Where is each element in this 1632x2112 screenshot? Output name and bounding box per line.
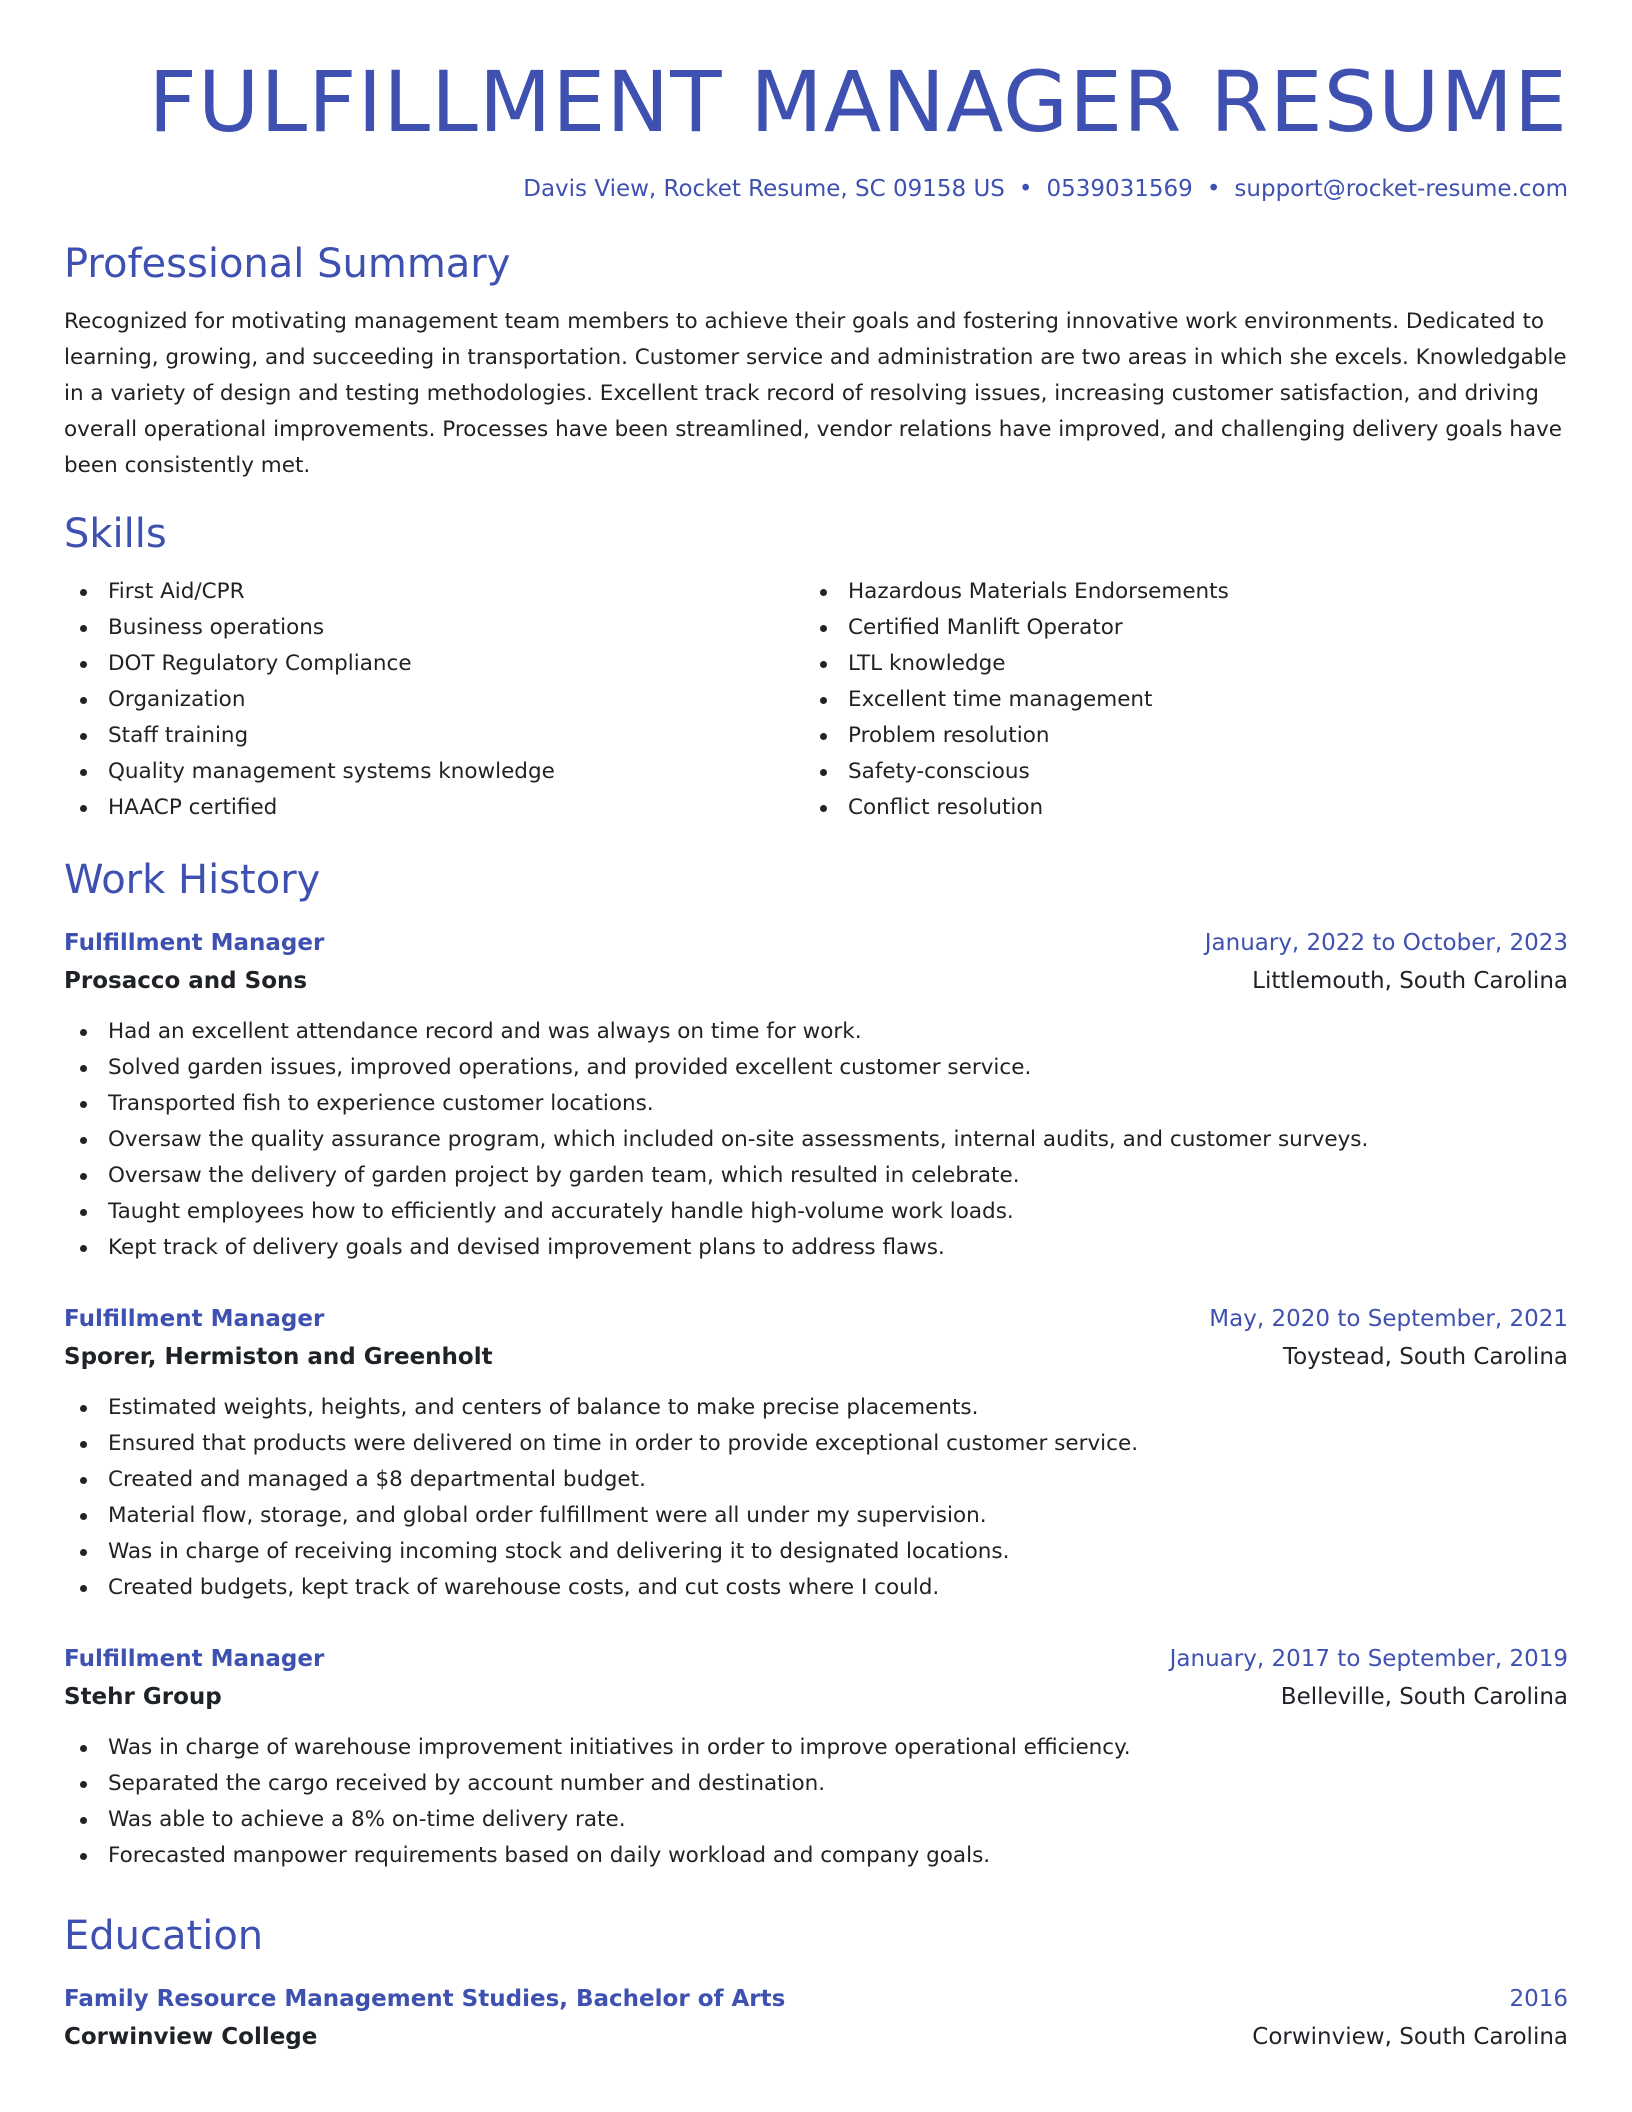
skill-item: Business operations xyxy=(64,610,804,646)
job-title: Fulfillment Manager xyxy=(64,930,325,956)
skill-item: Certified Manlift Operator xyxy=(804,610,1544,646)
skill-item: Conflict resolution xyxy=(804,790,1544,826)
skills-column-left xyxy=(64,574,804,826)
education-section xyxy=(64,1908,1568,2056)
company-name: Prosacco and Sons xyxy=(64,968,308,994)
job-duty: Created and managed a $8 departmental budget. xyxy=(64,1462,1568,1498)
graduation-year: 2016 xyxy=(1509,1986,1568,2012)
skill-item: DOT Regulatory Compliance xyxy=(64,646,804,682)
skills-grid xyxy=(64,574,1568,826)
job-duty: Transported fish to experience customer locations. xyxy=(64,1086,1568,1122)
skills-list-right xyxy=(804,574,1544,826)
company-name: Stehr Group xyxy=(64,1684,222,1710)
skills-column-right xyxy=(804,574,1544,826)
skills-list-left xyxy=(64,574,804,826)
education-degree-row xyxy=(64,1980,1568,2018)
job-duty: Estimated weights, heights, and centers of balance to make precise placements. xyxy=(64,1390,1568,1426)
company-name: Sporer, Hermiston and Greenholt xyxy=(64,1344,493,1370)
job-duty: Had an excellent attendance record and was always on time for work. xyxy=(64,1014,1568,1050)
skill-item: Hazardous Materials Endorsements xyxy=(804,574,1544,610)
contact-email[interactable]: support@rocket-resume.com xyxy=(1234,176,1568,202)
job-dates: January, 2017 to September, 2019 xyxy=(1169,1646,1568,1672)
job-entry xyxy=(64,1300,1568,1606)
job-title-row xyxy=(64,1640,1568,1678)
contact-address: Davis View, Rocket Resume, SC 09158 US xyxy=(523,176,1005,202)
job-location: Toystead, South Carolina xyxy=(1282,1344,1568,1370)
job-duty: Was able to achieve a 8% on-time delivery rate. xyxy=(64,1802,1568,1838)
job-duties-list xyxy=(64,1014,1568,1266)
job-entry xyxy=(64,1640,1568,1874)
job-duty: Oversaw the quality assurance program, which included on-site assessments, internal audits, and customer surveys. xyxy=(64,1122,1568,1158)
school-name: Corwinview College xyxy=(64,2024,318,2050)
job-company-row xyxy=(64,1678,1568,1716)
job-duty: Ensured that products were delivered on time in order to provide exceptional customer service. xyxy=(64,1426,1568,1462)
job-location: Belleville, South Carolina xyxy=(1280,1684,1568,1710)
professional-summary-section xyxy=(64,236,1568,484)
contact-line xyxy=(64,172,1568,206)
section-heading-summary: Professional Summary xyxy=(64,241,511,287)
skill-item: Problem resolution xyxy=(804,718,1544,754)
job-company-row xyxy=(64,962,1568,1000)
job-duty: Was in charge of receiving incoming stock and delivering it to designated locations. xyxy=(64,1534,1568,1570)
skill-item: Excellent time management xyxy=(804,682,1544,718)
job-title: Fulfillment Manager xyxy=(64,1306,325,1332)
job-entry xyxy=(64,924,1568,1266)
skills-section xyxy=(64,506,1568,826)
job-duties-list xyxy=(64,1390,1568,1606)
job-title-row xyxy=(64,924,1568,962)
skill-item: Organization xyxy=(64,682,804,718)
summary-text: Recognized for motivating management team members to achieve their goals and fostering innovative work environments. Dedicated to learning, growing, and succeeding in transportation. Customer service and administration are two areas in which she excels. Knowledgable in a variety of design and testing methodologies. Excellent track record of resolving issues, increasing customer satisfaction, and driving overall operational improvements. Processes have been streamlined, vendor relations have improved, and challenging delivery goals have been consistently met. xyxy=(64,309,1567,478)
degree-name: Family Resource Management Studies, Bachelor of Arts xyxy=(64,1986,786,2012)
work-history-section xyxy=(64,852,1568,1874)
section-heading-skills: Skills xyxy=(64,511,167,557)
section-heading-education: Education xyxy=(64,1913,264,1959)
job-location: Littlemouth, South Carolina xyxy=(1252,968,1568,994)
education-entry xyxy=(64,1980,1568,2056)
skill-item: Safety-conscious xyxy=(804,754,1544,790)
job-duty: Kept track of delivery goals and devised improvement plans to address flaws. xyxy=(64,1230,1568,1266)
resume-header xyxy=(64,52,1568,206)
skill-item: First Aid/CPR xyxy=(64,574,804,610)
skill-item: LTL knowledge xyxy=(804,646,1544,682)
job-duty: Separated the cargo received by account number and destination. xyxy=(64,1766,1568,1802)
resume-title: FULFILLMENT MANAGER RESUME xyxy=(148,53,1568,151)
job-title: Fulfillment Manager xyxy=(64,1646,325,1672)
skill-item: HAACP certified xyxy=(64,790,804,826)
contact-separator: • xyxy=(1206,176,1221,202)
job-duty: Was in charge of warehouse improvement initiatives in order to improve operational efficiency. xyxy=(64,1730,1568,1766)
job-duty: Solved garden issues, improved operations, and provided excellent customer service. xyxy=(64,1050,1568,1086)
school-location: Corwinview, South Carolina xyxy=(1252,2024,1568,2050)
contact-phone[interactable]: 0539031569 xyxy=(1046,176,1193,202)
job-dates: January, 2022 to October, 2023 xyxy=(1204,930,1568,956)
education-school-row xyxy=(64,2018,1568,2056)
section-heading-work: Work History xyxy=(64,857,321,903)
skill-item: Staff training xyxy=(64,718,804,754)
job-duty: Taught employees how to efficiently and accurately handle high-volume work loads. xyxy=(64,1194,1568,1230)
job-title-row xyxy=(64,1300,1568,1338)
job-dates: May, 2020 to September, 2021 xyxy=(1209,1306,1568,1332)
job-duty: Oversaw the delivery of garden project by garden team, which resulted in celebrate. xyxy=(64,1158,1568,1194)
job-duties-list xyxy=(64,1730,1568,1874)
job-duty: Material flow, storage, and global order fulfillment were all under my supervision. xyxy=(64,1498,1568,1534)
job-duty: Created budgets, kept track of warehouse costs, and cut costs where I could. xyxy=(64,1570,1568,1606)
skill-item: Quality management systems knowledge xyxy=(64,754,804,790)
job-duty: Forecasted manpower requirements based on daily workload and company goals. xyxy=(64,1838,1568,1874)
job-company-row xyxy=(64,1338,1568,1376)
contact-separator: • xyxy=(1018,176,1033,202)
